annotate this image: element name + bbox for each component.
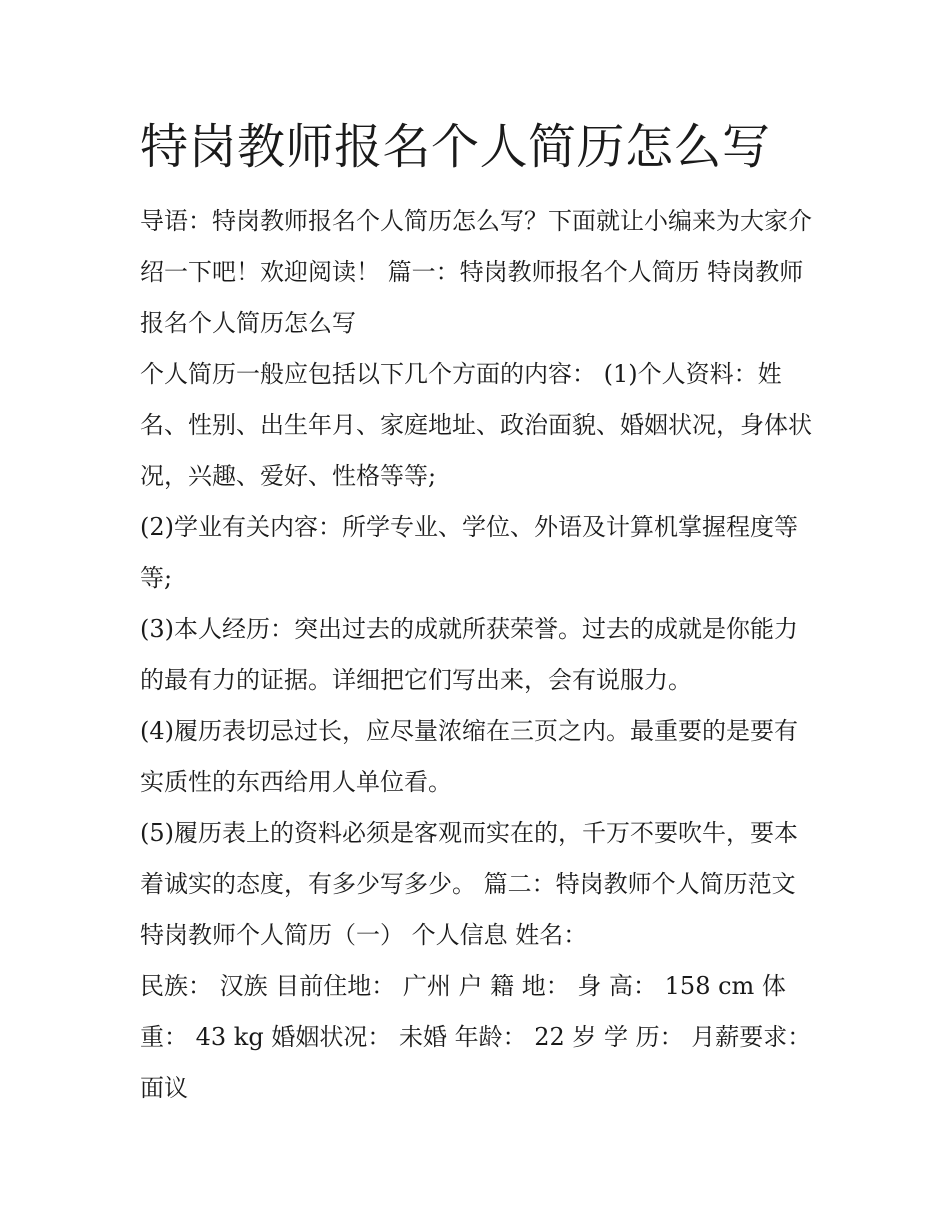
paragraph-resume-details: 民族： 汉族 目前住地： 广州 户 籍 地： 身 高： 158 cm 体重： 43 kg 婚姻状况： 未婚 年龄： 22 岁 学 历： 月薪要求： 面议 (140, 972, 812, 1102)
paragraph-honesty: (5)履历表上的资料必须是客观而实在的，千万不要吹牛，要本着诚实的态度，有多少写多少。 篇二：特岗教师个人简历范文 特岗教师个人简历（一） 个人信息 姓名： (140, 819, 798, 949)
paragraph-length-advice: (4)履历表切忌过长，应尽量浓缩在三页之内。最重要的是要有实质性的东西给用人单位看。 (140, 717, 798, 796)
document-body (140, 196, 820, 1114)
paragraph-education: (2)学业有关内容：所学专业、学位、外语及计算机掌握程度等等; (140, 513, 798, 592)
paragraph-personal-info: 个人简历一般应包括以下几个方面的内容： (1)个人资料：姓名、性别、出生年月、家庭地址、政治面貌、婚姻状况，身体状况，兴趣、爱好、性格等等; (140, 360, 812, 490)
paragraph-intro: 导语：特岗教师报名个人简历怎么写？下面就让小编来为大家介绍一下吧！欢迎阅读！ 篇一：特岗教师报名个人简历 特岗教师报名个人简历怎么写 (140, 207, 812, 337)
paragraph-experience: (3)本人经历：突出过去的成就所获荣誉。过去的成就是你能力的最有力的证据。详细把它们写出来，会有说服力。 (140, 615, 798, 694)
document-title: 特岗教师报名个人简历怎么写 (140, 119, 771, 175)
